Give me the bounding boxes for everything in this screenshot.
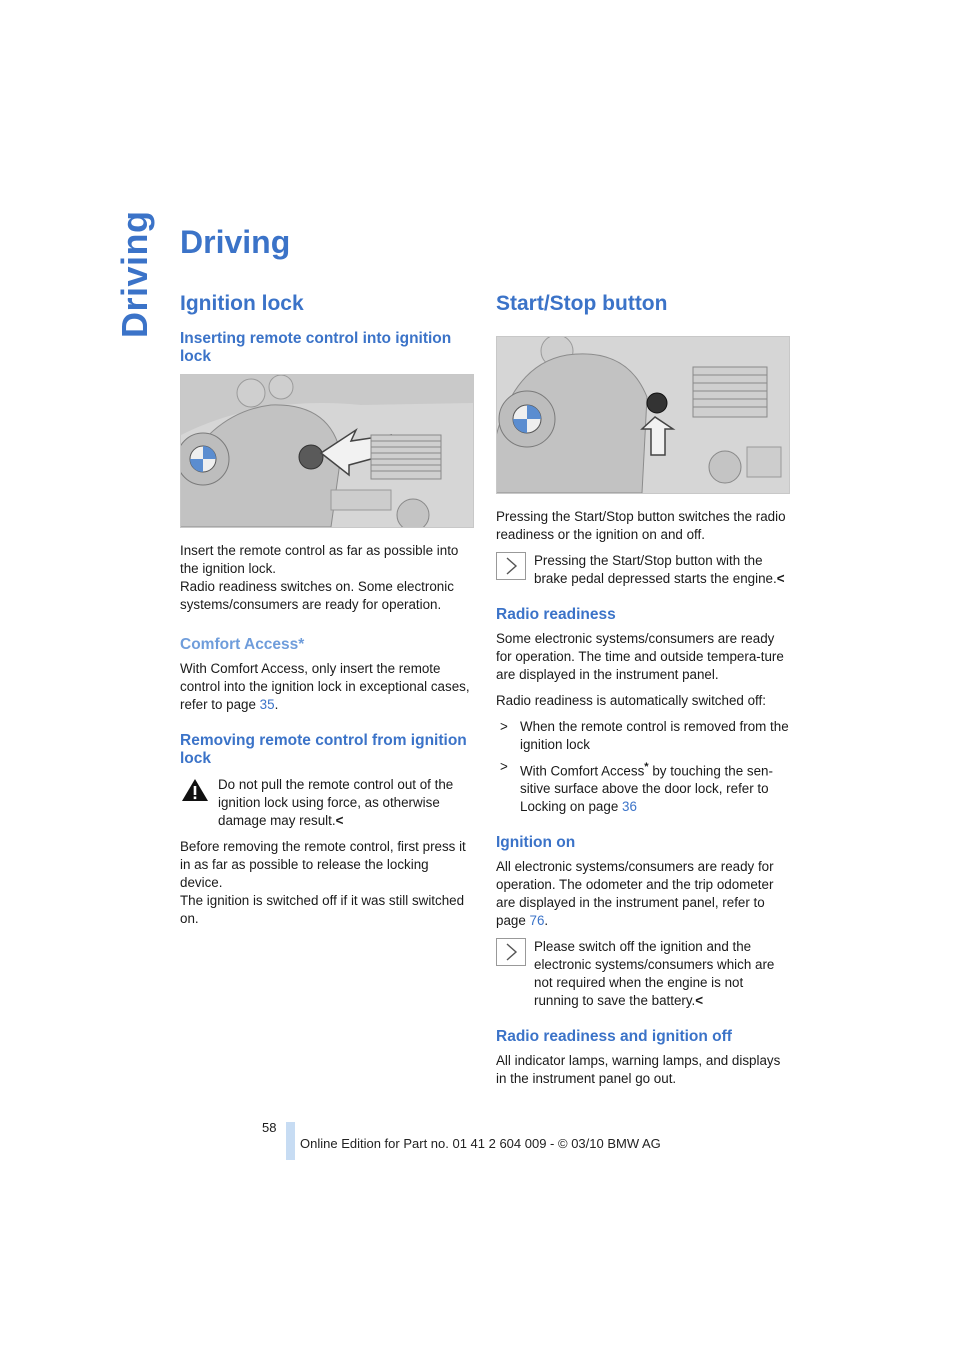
- steering-wheel-illustration: [181, 375, 473, 527]
- heading-inserting: Inserting remote control into ignition lock: [180, 330, 452, 365]
- radio-off-list: [496, 718, 790, 816]
- ignition-on-end: .: [544, 913, 549, 929]
- note-arrow-icon: [496, 938, 526, 966]
- heading-ignition-on: Ignition on: [496, 834, 576, 852]
- warning-triangle-icon: [180, 776, 210, 804]
- right-column: [496, 292, 790, 1096]
- page-link-76[interactable]: 76: [529, 913, 545, 929]
- bullet-text-a: With Comfort Access: [520, 763, 645, 779]
- heading-radio-off: Radio readiness and ignition off: [496, 1028, 732, 1046]
- warning-note: [180, 776, 474, 830]
- heading-comfort-access: Comfort Access*: [180, 636, 305, 653]
- page-link-36[interactable]: 36: [622, 799, 637, 815]
- comfort-body: With Comfort Access, only insert the remote control into the ignition lock in exceptional cases, refer to page: [180, 661, 470, 712]
- ignition-on-text: [496, 858, 790, 930]
- side-tab: [112, 210, 155, 338]
- bullet-marker: >: [500, 759, 508, 774]
- heading-ignition-lock: Ignition lock: [180, 292, 304, 315]
- list-item: [496, 758, 790, 816]
- start-stop-illustration: [497, 337, 789, 493]
- footer-text: Online Edition for Part no. 01 41 2 604 009 - © 03/10 BMW AG: [300, 1136, 661, 1151]
- note-start-engine-end-mark: <: [776, 571, 785, 586]
- remove-text-1: Before removing the remote control, first press it in as far as possible to release the locking device.: [180, 839, 466, 890]
- radio-text-2: Radio readiness is automatically switched off:: [496, 693, 766, 708]
- note-start-engine-body: Pressing the Start/Stop button with the brake pedal depressed starts the engine.: [534, 553, 777, 586]
- footer-bar: [286, 1122, 295, 1160]
- pressing-text: Pressing the Start/Stop button switches the radio readiness or the ignition on and off.: [496, 509, 786, 542]
- option-star: *: [644, 761, 649, 773]
- page-number: 58: [262, 1120, 277, 1135]
- note-start-engine-text: [496, 552, 790, 588]
- bullet-marker: >: [500, 719, 508, 734]
- insert-text-1: Insert the remote control as far as possible into the ignition lock.: [180, 543, 459, 576]
- page-title: Driving: [180, 224, 291, 260]
- comfort-text: [180, 660, 474, 714]
- warning-body: Do not pull the remote control out of the ignition lock using force, as otherwise damage may result.: [218, 777, 454, 828]
- ignition-on-body: All electronic systems/consumers are ready for operation. The odometer and the trip odometer are displayed in the instrument panel, refer to page: [496, 859, 774, 929]
- bullet-text-b: by touching the sen-sitive surface above the door lock, refer to Locking on page: [520, 763, 773, 815]
- note-save-battery-body: Please switch off the ignition and the electronic systems/consumers which are not required when the engine is not running to save the battery.: [534, 939, 775, 1009]
- list-item: [496, 718, 790, 754]
- left-column: [180, 292, 474, 936]
- heading-removing: Removing remote control from ignition lock: [180, 732, 467, 767]
- note-save-battery: [496, 938, 790, 1010]
- ignition-lock-figure: [180, 374, 474, 528]
- radio-off-text: All indicator lamps, warning lamps, and displays in the instrument panel go out.: [496, 1053, 781, 1087]
- note-save-battery-end-mark: <: [695, 993, 704, 1009]
- start-stop-figure: [496, 336, 790, 494]
- bullet-text: When the remote control is removed from the ignition lock: [520, 719, 789, 752]
- heading-start-stop: Start/Stop button: [496, 292, 668, 315]
- radio-text-1: Some electronic systems/consumers are ready for operation. The time and outside tempera-ture are displayed in the instrument panel.: [496, 631, 784, 682]
- note-save-battery-text: [496, 938, 790, 1010]
- remove-text-2: The ignition is switched off if it was still switched on.: [180, 893, 465, 926]
- side-tab-label: Driving: [114, 210, 155, 338]
- warning-end-mark: <: [335, 813, 344, 828]
- note-start-engine: [496, 552, 790, 588]
- comfort-end: .: [274, 697, 279, 712]
- page-link-35[interactable]: 35: [259, 697, 275, 712]
- warning-text: [180, 776, 474, 830]
- insert-text-2: Radio readiness switches on. Some electronic systems/consumers are ready for operation.: [180, 579, 454, 612]
- heading-radio-readiness: Radio readiness: [496, 606, 616, 623]
- note-arrow-icon: [496, 552, 526, 580]
